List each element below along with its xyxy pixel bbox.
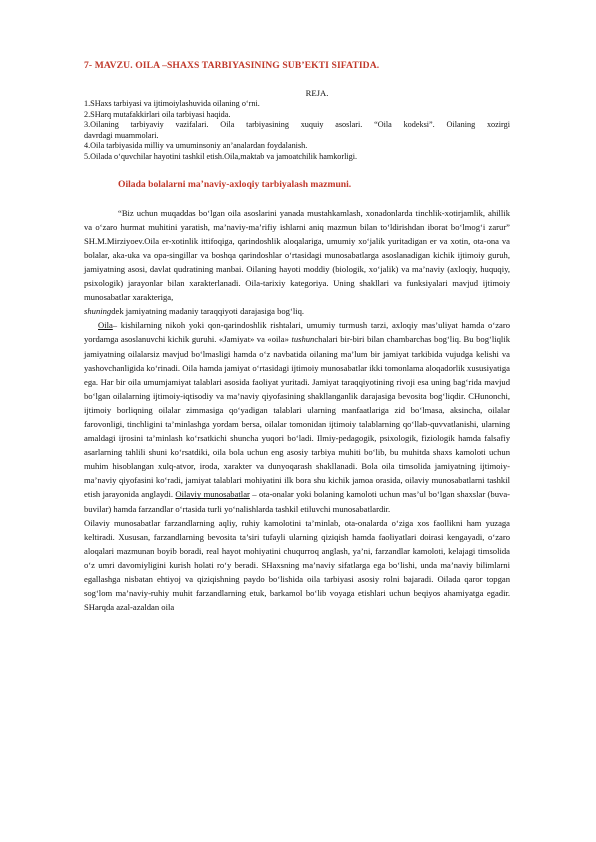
plan-item: 5.Oilada o‘quvchilar hayotini tashkil etish.Oila,maktab va jamoatchilik hamkorligi. bbox=[84, 151, 358, 161]
plan-list bbox=[84, 99, 510, 163]
document-page bbox=[84, 60, 510, 614]
document-title: 7- MAVZU. OILA –SHAXS TARBIYASINING SUB’EKTI SIFATIDA. bbox=[84, 60, 380, 71]
plan-item: 2.SHarq mutafakkirlari oila tarbiyasi haqida. bbox=[84, 109, 231, 119]
paragraph-2-b: chalari bir-biri bilan chambarchas bog‘liq. Bu bog‘liqlik jamiyatning oilalarsiz mavjud bo‘lmasligi hamda o‘z navbatida oilaning ma’lum bir jamiyat tarkibida vujudga kelishi va yashovchanligida ko‘rinadi. Oila hamda jamiyat o‘rtasidagi ijtimoiy munosabatlar ikki tomonlama aloqadorlik xususiyatiga ega. Har bir oila umumjamiyat talablari asosida faoliyat yuritadi. Jamiyat taraqqiyotining rivoji esa uning bag‘rida mavjud bo‘lgan oilalarning ijtimoiy-iqtisodiy va ma’naviy qiyofasining shakllanganlik darajasiga bevosita bog‘liqdir. CHunonchi, ijtimoiy borliqning oilalar zimmasiga qo‘yadigan talablari ularning manfaatlariga zid bo‘lmasa, aksincha, oilalar farovonligi, tinchligini ta’minlashga yordam bersa, oilalar tomonidan ijtimoiy talablarning qo‘llab-quvvatlanishi, ularning amaldagi ijrosini ta’minlash ko‘rsatkichi shuncha yuqori bo‘ladi. Ilmiy-pedagogik, psixologik, fiziologik hamda falsafiy asarlarning tahlili shuni ko‘rsatdiki, oila bola uchun eng asosiy tarbiya muhiti bo‘lib, bu muhitda shaxs kamoloti uchun muhim hisoblangan xulq-atvor, iroda, xarakter va dunyoqarash shakllanadi. Bola oila timsolida jamiyatning ijtimoiy-ma’naviy qiyofasini ko‘radi, jamiyat talablari mohiyatini ilk bora shu kichik jamoa orasida, oilaviy munosabatlarni tashkil etish jarayonida anglaydi. bbox=[84, 334, 511, 500]
term-oilaviy-munosabatlar: Oilaviy munosabatlar bbox=[175, 489, 250, 500]
paragraph-2 bbox=[84, 318, 510, 515]
section-subtitle: Oilada bolalarni ma’naviy-axloqiy tarbiyalash mazmuni. bbox=[118, 178, 352, 190]
plan-item: 1.SHaxs tarbiyasi va ijtimoiylashuvida oilaning o‘rni. bbox=[84, 99, 260, 108]
paragraph-1-end: dek jamiyatning madaniy taraqqiyoti darajasiga bog‘liq. bbox=[111, 306, 305, 317]
italic-word: shuning bbox=[84, 306, 112, 317]
term-oila: Oila bbox=[98, 320, 113, 331]
plan-item: 3.Oilaning tarbiyaviy vazifalari. Oila tarbiyasining xuquiy asoslari. “Oila kodeksi”. Oilaning xozirgi bbox=[84, 120, 510, 130]
plan-heading: REJA. bbox=[305, 88, 329, 98]
paragraph-3: Oilaviy munosabatlar farzandlarning aqliy, ruhiy kamolotini ta’minlab, ota-onalarda o‘ziga xos faollikni ham yuzaga keltiradi. Xususan, farzandlarning bevosita ta’siri tufayli ularning qiziqish hamda faoliyatlari doirasi kengayadi, o‘zaro aloqalari mazmunan boyib boradi, real hayot mohiyatini chuqurroq anglash, ya’ni, farzandlar kamoloti, kelajagi timsolida o‘z umri davomiyligini kurish holati ro‘y beradi. SHaxsning ma’naviy sifatlarga ega bo‘lishi, unda ma’naviy bilimlarni egallashga nisbatan ehtiyoj va qiziqishning paydo bo‘lishida oila tarbiyasi asosiy rolni bajaradi. Oilada qaror topgan sog‘lom ma’naviy-ruhiy muhit farzandlarning etuk, barkamol bo‘lib voyaga etishlari uchun beqiyos ahamiyatga egadir. SHarqda azal-azaldan oila bbox=[84, 517, 510, 613]
plan-item: 4.Oila tarbiyasida milliy va umuminsoniy an’analardan foydalanish. bbox=[84, 141, 308, 151]
paragraph-1 bbox=[84, 206, 510, 319]
plan-item: davrdagi muammolari. bbox=[84, 130, 159, 140]
paragraph-2-c: – ota-onalar yoki bolaning kamoloti uchun mas’ul bo‘lgan shaxslar (buva-buvilar) hamda farzandlar o‘rtasida turli yo‘nalishlarda tashkil etiluvchi munosabatlardir. bbox=[84, 489, 510, 514]
paragraph-2-a: – kishilarning nikoh yoki qon-qarindoshlik rishtalari, umumiy turmush tarzi, axloqiy mas’uliyat hamda o‘zaro yordamga asoslanuvchi kichik guruhi. «Jamiyat» va «oila» bbox=[84, 320, 510, 345]
paragraph-1-text: “Biz uchun muqaddas bo‘lgan oila asoslarini yanada mustahkamlash, xonadonlarda tinchlik-xotirjamlik, ahillik va o‘zaro hurmat muhitini yaratish, ma’naviy-ma’rifiy ishlarni aniq mazmun bilan to‘ldirishdan iborat bo‘lmog‘i zarur” SH.M.Mirziyoev.Oila er-xotinlik ittifoqiga, qarindoshlik aloqalariga, umumiy xo‘jalik yuritadigan er va xotin, ota-ona va bolalar, aka-uka va opa-singillar va boshqa qarindoshlar o‘rtasidagi munosabatlarga asoslanadigan kichik ijtimoiy guruh, jamiyatning asosi, davlat qudratining manbai. Oilaning hayoti moddiy (biologik, xo‘jalik) va ma’naviy (axloqiy, huquqiy, psixologik) jarayonlar bilan xarakterlanadi. Oila-tarixiy kategoriya. Uning shakllari va funksiyalari mavjud ijtimoiy munosabatlar xarakteriga, bbox=[84, 207, 510, 303]
body-text bbox=[84, 206, 510, 615]
italic-word: tushun bbox=[291, 334, 315, 345]
